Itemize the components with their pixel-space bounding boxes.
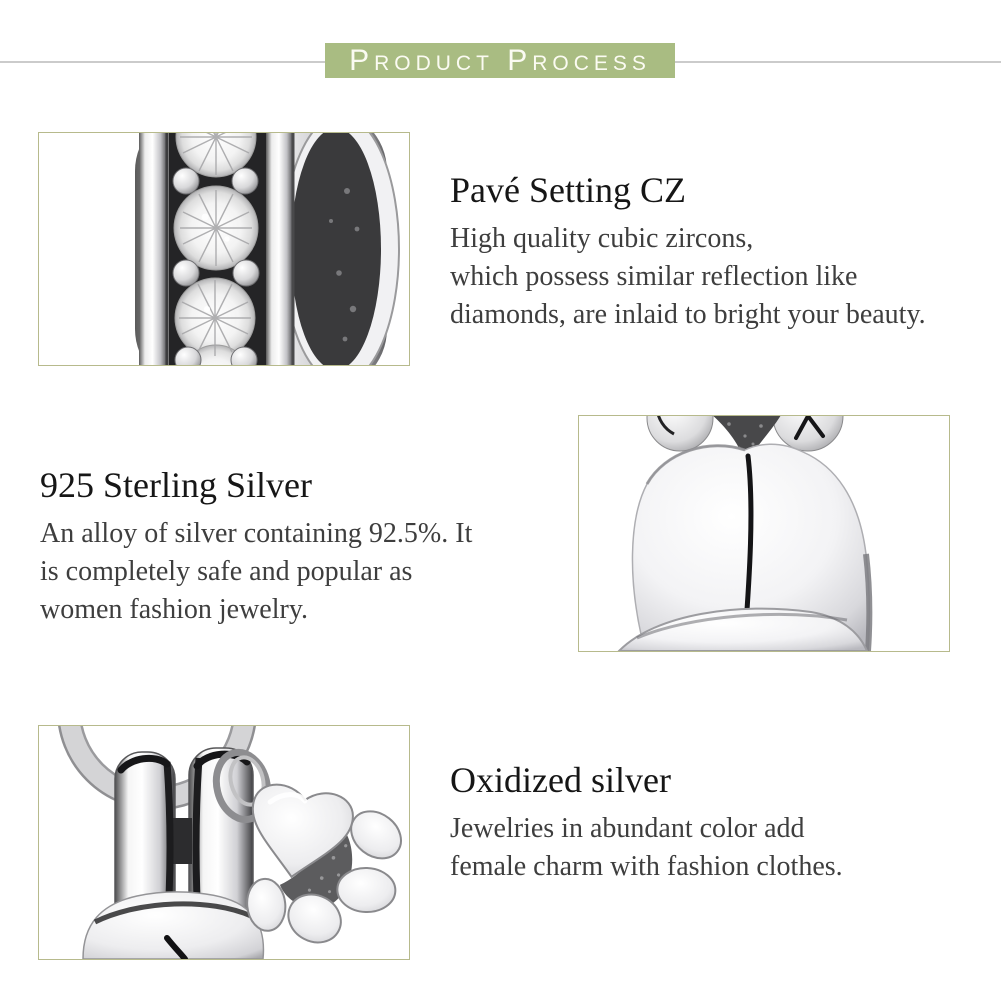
feature-text-line: women fashion jewelry. bbox=[40, 594, 308, 625]
feature-text-line: Jewelries in abundant color add bbox=[450, 813, 805, 844]
cz-pave-spacer-charm-photo bbox=[39, 133, 409, 365]
polished-silver-charm-body-photo bbox=[579, 416, 949, 651]
feature-text-line: An alloy of silver containing 92.5%. It bbox=[40, 518, 473, 549]
feature-text-line: female charm with fashion clothes. bbox=[450, 851, 843, 882]
feature-text-line: diamonds, are inlaid to bright your beauty. bbox=[450, 299, 926, 330]
oxidized-silver-paw-charm-photo bbox=[39, 726, 409, 959]
feature-pave-setting bbox=[450, 168, 995, 334]
photo-paw-charm-frame bbox=[38, 725, 410, 960]
feature-text-line: which possess similar reflection like bbox=[450, 261, 858, 292]
feature-text-line: High quality cubic zircons, bbox=[450, 223, 754, 254]
feature-sterling-silver bbox=[40, 463, 570, 629]
header-title: Product Process bbox=[349, 43, 651, 77]
photo-silver-body-frame bbox=[578, 415, 950, 652]
photo-cz-spacer-frame bbox=[38, 132, 410, 366]
feature-title: Pavé Setting CZ bbox=[450, 170, 686, 210]
feature-text-line: is completely safe and popular as bbox=[40, 556, 413, 587]
feature-title: 925 Sterling Silver bbox=[40, 465, 312, 505]
header-banner bbox=[325, 43, 675, 78]
feature-oxidized-silver bbox=[450, 758, 980, 886]
feature-title: Oxidized silver bbox=[450, 760, 671, 800]
